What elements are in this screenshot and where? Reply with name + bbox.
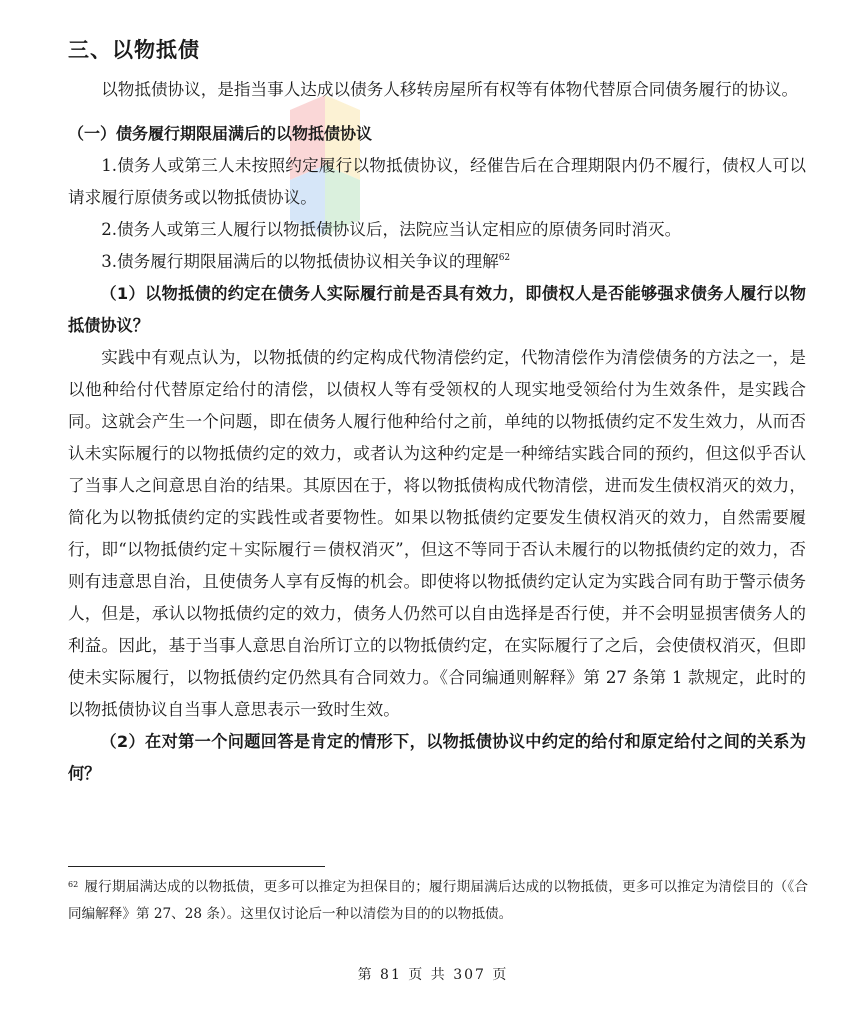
intro-paragraph: 以物抵债协议，是指当事人达成以债务人移转房屋所有权等有体物代替原合同债务履行的协议。 <box>101 80 799 99</box>
footnote-divider <box>68 866 325 867</box>
subsection-title: （一）债务履行期限届满后的以物抵债协议 <box>68 124 373 143</box>
footnote-text: 履行期届满达成的以物抵债，更多可以推定为担保目的；履行期届满后达成的以物抵债，更多可以推定为清偿目的（《合同编解释》第 27、28 条）。这里仅讨论后一种以清偿为目的的以物抵债。 <box>68 879 808 922</box>
answer-1-paragraph: 实践中有观点认为，以物抵债的约定构成代物清偿约定，代物清偿作为清偿债务的方法之一，是以他种给付代替原定给付的清偿，以债权人等有受领权的人现实地受领给付为生效条件，是实践合同。这就会产生一个问题，即在债务人履行他种给付之前，单纯的以物抵债约定不发生效力，从而否认未实际履行的以物抵债约定的效力，或者认为这种约定是一种缔结实践合同的预约，但这似乎否认了当事人之间意思自治的结果。其原因在于，将以物抵债构成代物清偿，进而发生债权消灭的效力，简化为以物抵债约定的实践性或者要物性。如果以物抵债约定要发生债权消灭的效力，自然需要履行，即“以物抵债约定＋实际履行＝债权消灭”，但这不等同于否认未履行的以物抵债约定的效力，否则有违意思自治，且使债务人享有反悔的机会。即使将以物抵债约定认定为实践合同有助于警示债务人，但是，承认以物抵债约定的效力，债务人仍然可以自由选择是否行使，并不会明显损害债务人的利益。因此，基于当事人意思自治所订立的以物抵债约定，在实际履行了之后，会使债权消灭，但即使未实际履行，以物抵债约定仍然具有合同效力。《合同编通则解释》第 27 条第 1 款规定，此时的以物抵债协议自当事人意思表示一致时生效。 <box>68 348 806 719</box>
footnote-reference[interactable]: 62 <box>498 253 511 263</box>
item-1-paragraph: 1.债务人或第三人未按照约定履行以物抵债协议，经催告后在合理期限内仍不履行，债权人可以请求履行原债务或以物抵债协议。 <box>68 156 806 207</box>
item-3-paragraph <box>68 246 806 278</box>
question-1: （1）以物抵债的约定在债务人实际履行前是否具有效力，即债权人是否能够强求债务人履行以物抵债协议？ <box>68 284 806 335</box>
item-2-paragraph: 2.债务人或第三人履行以物抵债协议后，法院应当认定相应的原债务同时消灭。 <box>101 220 682 239</box>
section-title: 三、以物抵债 <box>68 38 200 62</box>
question-2: （2）在对第一个问题回答是肯定的情形下，以物抵债协议中约定的给付和原定给付之间的关系为何？ <box>68 732 806 783</box>
footnote <box>68 874 808 928</box>
document-body <box>68 74 806 790</box>
item-3-text: 3.债务履行期限届满后的以物抵债协议相关争议的理解 <box>101 252 499 271</box>
page-number: 第 81 页 共 307 页 <box>357 967 509 983</box>
footnote-number: 62 <box>68 880 79 889</box>
